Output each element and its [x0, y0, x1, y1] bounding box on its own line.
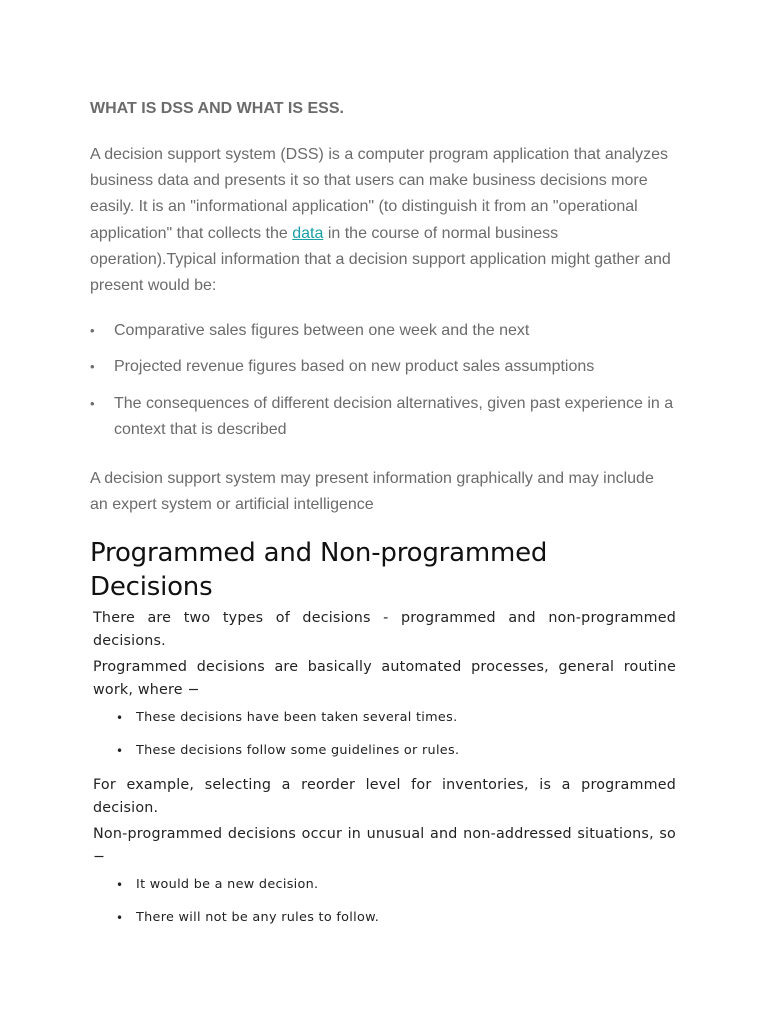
- data-link[interactable]: data: [292, 224, 324, 242]
- programmed-bullet-list: [93, 708, 676, 761]
- decision-types-paragraph: There are two types of decisions - programmed and non-programmed decisions.: [93, 610, 676, 649]
- list-item: • These decisions follow some guidelines or rules.: [93, 741, 676, 761]
- list-item: • The consequences of different decision alternatives, given past experience in a context that is described: [90, 391, 676, 443]
- list-item: • It would be a new decision.: [93, 875, 676, 895]
- decisions-section: [90, 536, 676, 928]
- dss-closing-paragraph: A decision support system may present information graphically and may include an expert system or artificial intelligence: [90, 470, 654, 514]
- list-item: • Comparative sales figures between one week and the next: [90, 318, 676, 344]
- dss-section: [90, 96, 676, 518]
- dss-bullet-list: [90, 318, 676, 443]
- dss-intro-paragraph: [90, 142, 676, 299]
- dss-heading: WHAT IS DSS AND WHAT IS ESS.: [90, 100, 344, 117]
- programmed-example-paragraph: For example, selecting a reorder level for inventories, is a programmed decision.: [93, 777, 676, 816]
- nonprogrammed-bullet-list: [93, 875, 676, 928]
- decisions-heading: Programmed and Non-programmed Decisions: [90, 538, 548, 603]
- dss-intro-text-continued: in the course of normal business operation).Typical information that a decision support application might gather and present would be:: [90, 224, 671, 295]
- list-item: • There will not be any rules to follow.: [93, 908, 676, 928]
- programmed-intro-paragraph: Programmed decisions are basically automated processes, general routine work, where −: [93, 659, 676, 698]
- list-item: • These decisions have been taken several times.: [93, 708, 676, 728]
- list-item: • Projected revenue figures based on new product sales assumptions: [90, 354, 676, 380]
- document-page: [90, 0, 676, 941]
- nonprogrammed-intro-paragraph: Non-programmed decisions occur in unusual and non-addressed situations, so −: [93, 826, 676, 865]
- dss-intro-text: A decision support system (DSS) is a computer program application that analyzes business data and presents it so that users can make business decisions more easily. It is an "informational application" (to distinguish it from an "operational application" that collects the: [90, 146, 669, 242]
